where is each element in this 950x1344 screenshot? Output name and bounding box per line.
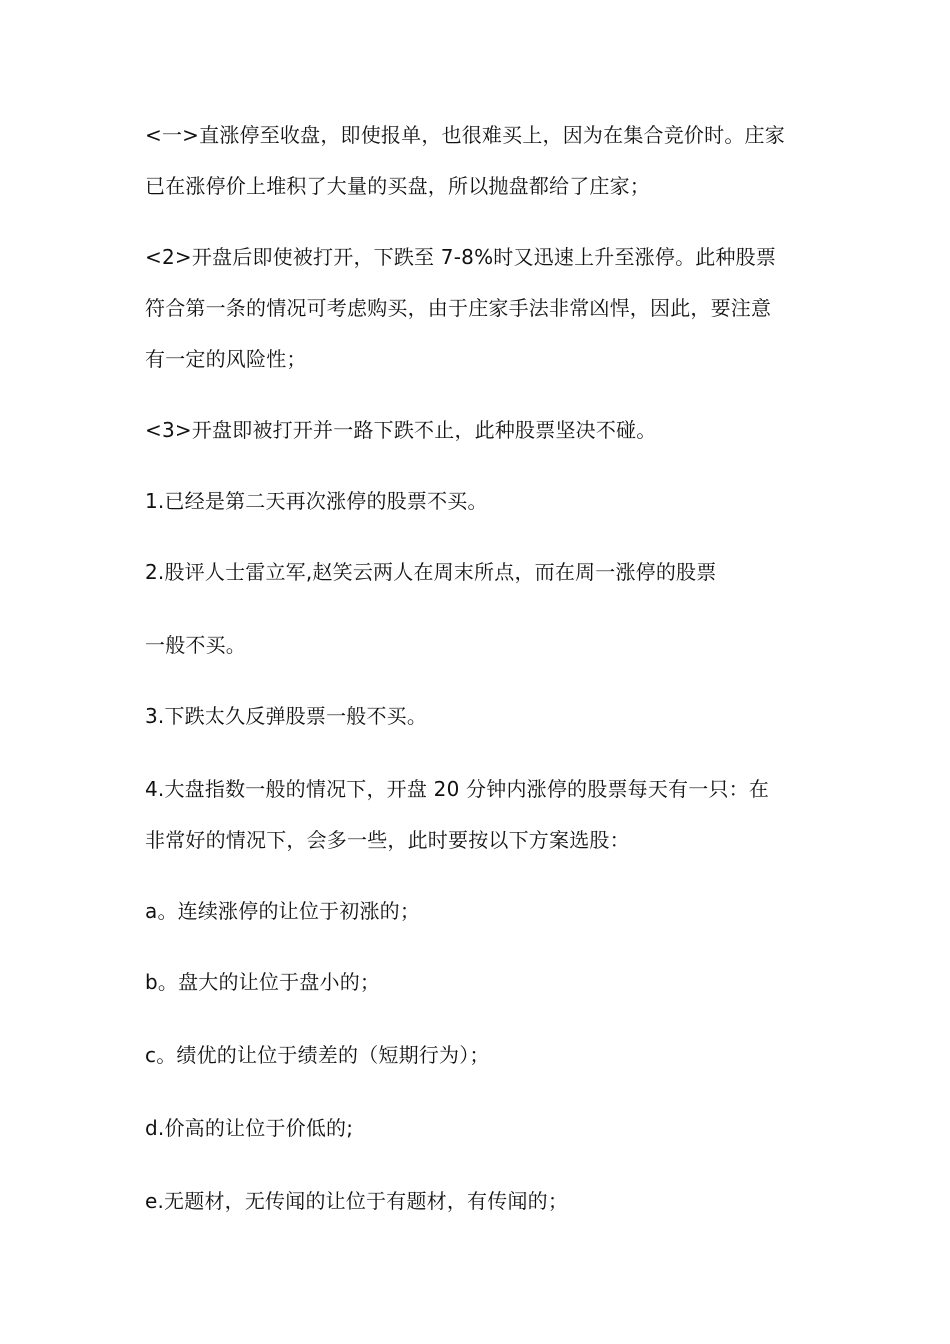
rule-2-line-1: 2.股评人士雷立军,赵笑云两人在周末所点，而在周一涨停的股票 xyxy=(145,560,717,584)
option-b-line: b。盘大的让位于盘小的； xyxy=(145,970,381,994)
option-a-line: a。连续涨停的让位于初涨的； xyxy=(145,899,421,923)
option-e-line: e.无题材，无传闻的让位于有题材，有传闻的； xyxy=(145,1189,569,1213)
paragraph-2-line-3: 有一定的风险性； xyxy=(145,347,307,371)
rule-1-line: 1.已经是第二天再次涨停的股票不买。 xyxy=(145,489,488,513)
rule-4-line-1: 4.大盘指数一般的情况下，开盘 20 分钟内涨停的股票每天有一只：在 xyxy=(145,777,770,801)
option-d-line: d.价高的让位于价低的; xyxy=(145,1116,354,1140)
paragraph-2-line-2: 符合第一条的情况可考虑购买，由于庄家手法非常凶悍，因此，要注意 xyxy=(145,296,772,320)
option-c-line: c。绩优的让位于绩差的（短期行为）； xyxy=(145,1043,490,1067)
rule-2-line-2: 一般不买。 xyxy=(145,633,246,657)
paragraph-1-line-1: <一>直涨停至收盘，即使报单，也很难买上，因为在集合竞价时。庄家 xyxy=(145,123,785,147)
paragraph-1-line-2: 已在涨停价上堆积了大量的买盘，所以抛盘都给了庄家； xyxy=(145,174,650,198)
rule-3-line: 3.下跌太久反弹股票一般不买。 xyxy=(145,704,428,728)
paragraph-2-line-1: <2>开盘后即使被打开，下跌至 7-8%时又迅速上升至涨停。此种股票 xyxy=(145,245,777,269)
rule-4-line-2: 非常好的情况下，会多一些，此时要按以下方案选股： xyxy=(145,828,630,852)
paragraph-3-line-1: <3>开盘即被打开并一路下跌不止，此种股票坚决不碰。 xyxy=(145,418,657,442)
